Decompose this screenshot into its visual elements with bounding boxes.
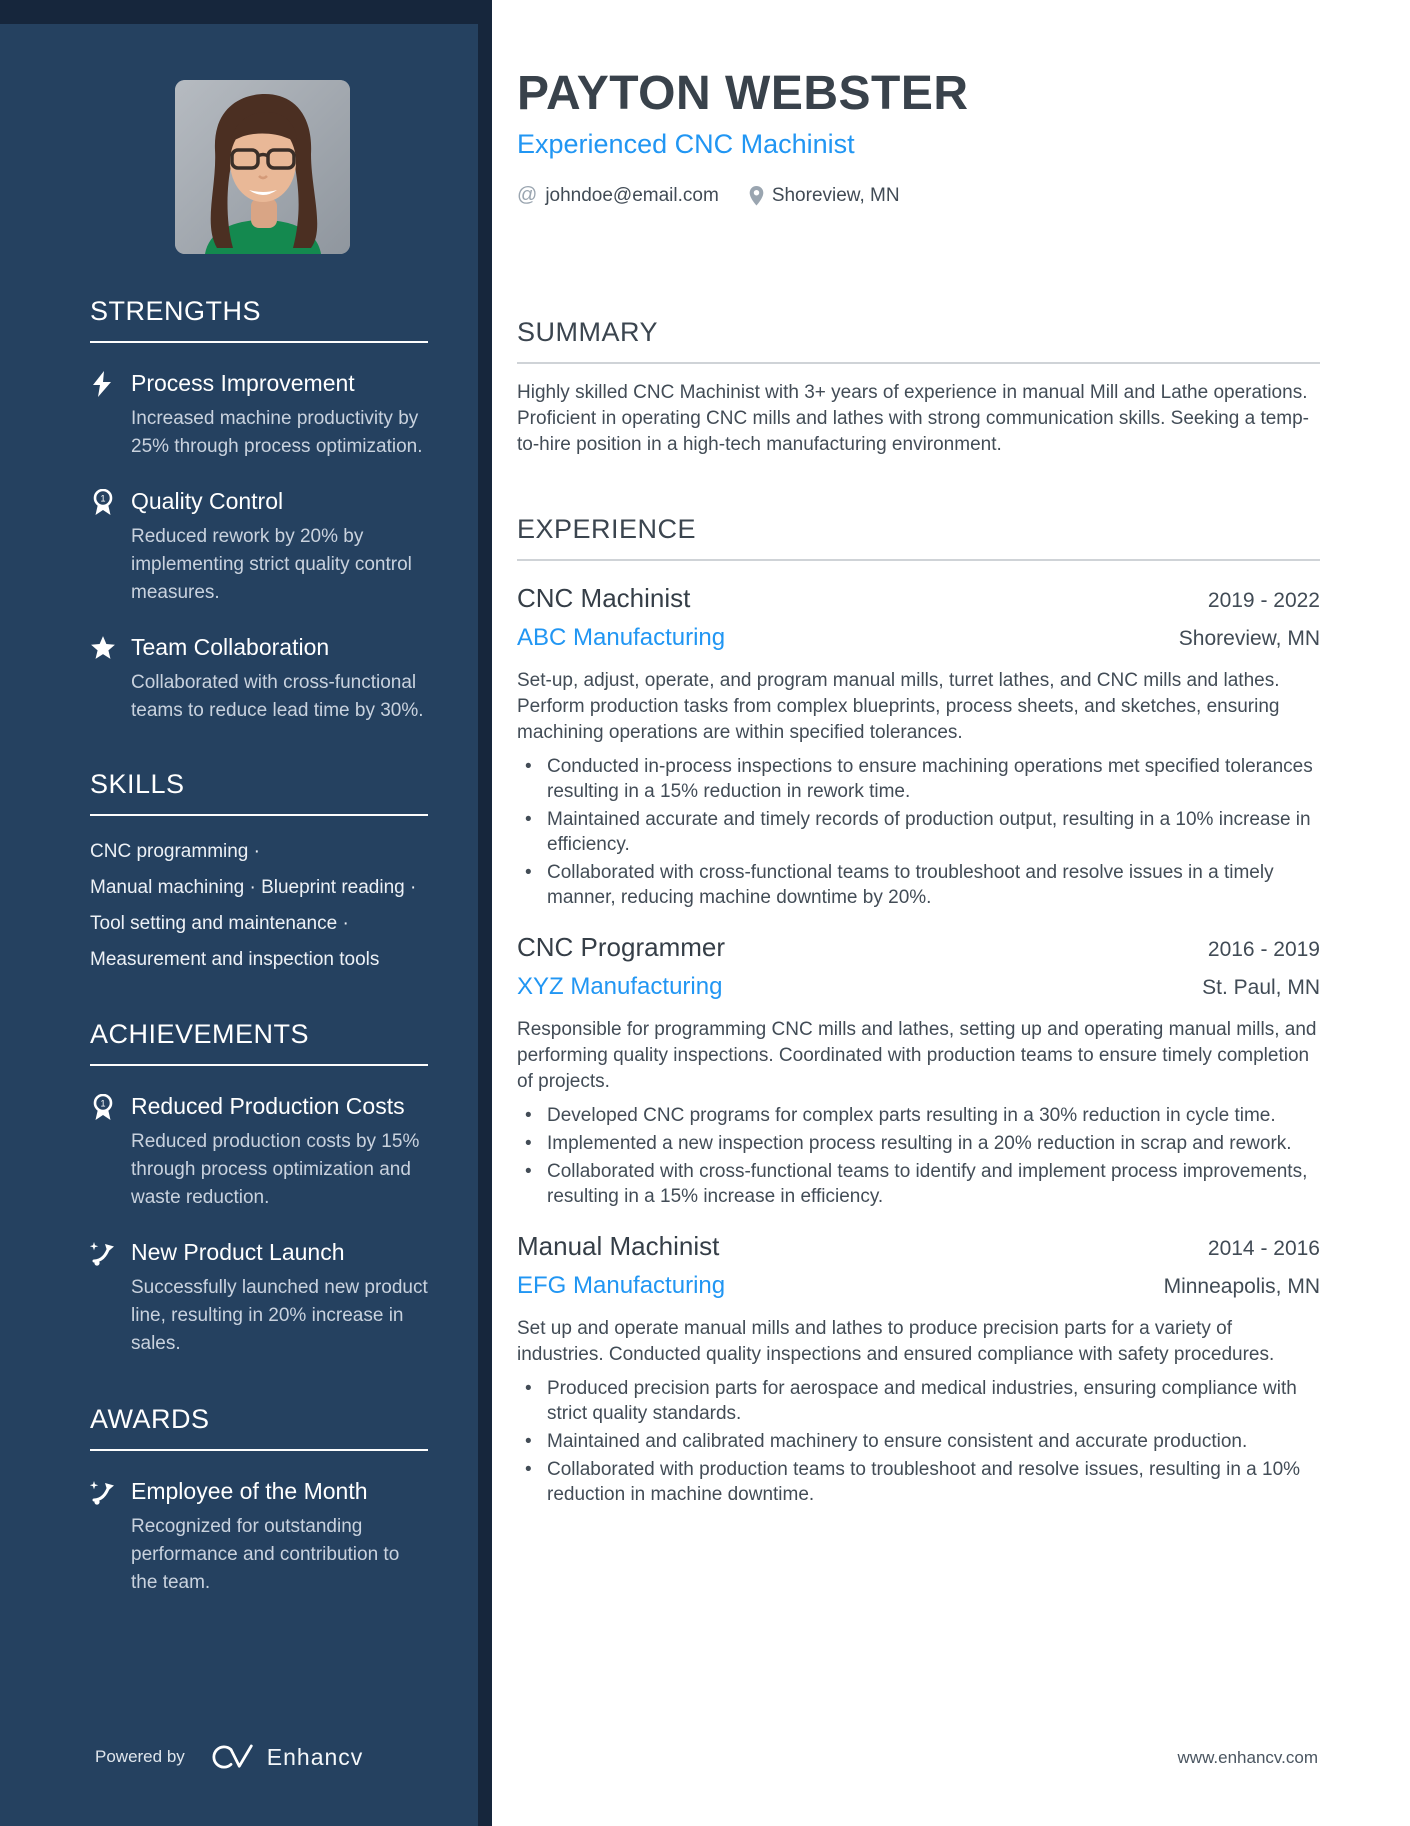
job-subheader-row [517,624,1320,652]
skill-line: Measurement and inspection tools [90,949,380,970]
achievement-item [90,1238,430,1358]
job-bullet-list [517,1376,1320,1507]
achievement-description: Reduced production costs by 15% through process optimization and waste reduction. [131,1131,420,1208]
enhancv-logo-icon [207,1742,255,1772]
contact-row [517,184,1320,207]
awards-heading: AWARDS [90,1404,210,1434]
location-text: Shoreview, MN [771,184,900,206]
job-bullet: • Conducted in-process inspections to ensure machining operations met specified tolerances resulting in a 15% reduction in rework time. [517,754,1320,804]
powered-by-label: Powered by [95,1747,185,1766]
job-location: St. Paul, MN [1202,976,1320,999]
job-bullet: • Developed CNC programs for complex parts resulting in a 30% reduction in cycle time. [517,1103,1320,1128]
job-description: Set up and operate manual mills and lathes to produce precision parts for a variety of industries. Conducted quality inspections and ensured compliance with safety procedures. [517,1318,1275,1365]
achievement-title: Reduced Production Costs [131,1093,405,1119]
skills-section [90,769,430,969]
job-dates: 2016 - 2019 [1207,938,1320,961]
experience-entry [517,583,1320,910]
achievements-heading: ACHIEVEMENTS [90,1019,310,1049]
job-title: CNC Machinist [517,583,691,613]
experience-heading: EXPERIENCE [517,514,697,544]
strength-title: Quality Control [131,488,284,514]
awards-divider [90,1449,428,1451]
job-subheader-row [517,1272,1320,1300]
at-icon: @ [517,184,538,206]
job-title: Manual Machinist [517,1231,720,1261]
job-subheader-row [517,973,1320,1001]
launch-icon [90,1238,116,1358]
job-description: Set-up, adjust, operate, and program manual mills, turret lathes, and CNC mills and lathes. Perform production tasks from complex blueprints, process sheets, and sketches, ensuring machining operations are within specified tolerances. [517,670,1280,743]
job-bullet: • Collaborated with cross-functional teams to troubleshoot and resolve issues in a timely manner, reducing machine downtime by 20%. [517,860,1320,910]
lightning-icon [90,369,116,461]
job-company-link[interactable]: EFG Manufacturing [517,1272,726,1299]
summary-heading: SUMMARY [517,317,659,347]
job-dates: 2014 - 2016 [1207,1237,1320,1260]
main-column [517,0,1320,1507]
job-dates: 2019 - 2022 [1207,589,1320,612]
job-bullet: • Implemented a new inspection process resulting in a 20% reduction in scrap and rework. [517,1131,1320,1156]
enhancv-brand-name: Enhancv [266,1743,364,1770]
medal-icon [90,487,116,607]
award-item-body [131,1477,430,1597]
job-bullet: • Maintained and calibrated machinery to ensure consistent and accurate production. [517,1429,1320,1454]
job-header-row [517,583,1320,614]
strength-title: Process Improvement [131,370,355,396]
strength-description: Reduced rework by 20% by implementing strict quality control measures. [131,526,412,603]
strength-item [90,487,430,607]
skills-divider [90,814,428,816]
job-bullet: • Collaborated with cross-functional teams to identify and implement process improvements, resulting in a 15% increase in efficiency. [517,1159,1320,1209]
strength-description: Collaborated with cross-functional teams to reduce lead time by 30%. [131,672,424,721]
achievement-description: Successfully launched new product line, resulting in 20% increase in sales. [131,1277,428,1354]
job-bullet: • Maintained accurate and timely records of production output, resulting in a 10% increase in efficiency. [517,807,1320,857]
experience-section [517,514,1320,1507]
strengths-heading: STRENGTHS [90,296,262,326]
strength-item [90,633,430,725]
job-location: Minneapolis, MN [1163,1275,1320,1298]
launch-icon [90,1477,116,1597]
profile-photo [175,80,350,254]
skill-line: CNC programming · [90,841,260,862]
award-description: Recognized for outstanding performance and contribution to the team. [131,1516,400,1593]
skill-line: Manual machining · Blueprint reading · [90,877,417,898]
achievements-section [90,1019,430,1358]
strength-item-body [131,487,430,607]
strength-description: Increased machine productivity by 25% through process optimization. [131,408,423,457]
achievement-item [90,1092,430,1212]
job-bullet: • Produced precision parts for aerospace and medical industries, ensuring compliance with strict quality standards. [517,1376,1320,1426]
skill-line: Tool setting and maintenance · [90,913,349,934]
strength-item-body [131,633,430,725]
strength-item [90,369,430,461]
job-bullet-list [517,1103,1320,1209]
skills-heading: SKILLS [90,769,185,799]
job-company-link[interactable]: ABC Manufacturing [517,624,726,651]
achievement-title: New Product Launch [131,1239,345,1265]
powered-by-footer [95,1742,363,1772]
job-header-row [517,932,1320,963]
sidebar-top-accent-strip [0,0,492,24]
summary-divider [517,362,1320,364]
award-item [90,1477,430,1597]
job-company-link[interactable]: XYZ Manufacturing [517,973,723,1000]
svg-text:1: 1 [100,493,106,504]
profile-photo-illustration [175,80,350,254]
candidate-name: PAYTON WEBSTER [517,67,969,120]
candidate-headline: Experienced CNC Machinist [517,129,855,159]
email-contact[interactable] [517,184,719,207]
enhancv-logo[interactable] [207,1742,364,1772]
enhancv-website-link[interactable]: www.enhancv.com [1177,1748,1318,1767]
job-description: Responsible for programming CNC mills and lathes, setting up and operating manual mills, and performing quality inspections. Coordinated with production teams to ensure timely completion of projects. [517,1019,1317,1092]
star-icon [90,633,116,725]
experience-divider [517,559,1320,561]
summary-section [517,317,1320,458]
strength-title: Team Collaboration [131,634,330,660]
strengths-section [90,296,430,725]
experience-entry [517,932,1320,1209]
medal-icon [90,1092,116,1212]
job-header-row [517,1231,1320,1262]
job-bullet: • Collaborated with production teams to troubleshoot and resolve issues, resulting in a 10% reduction in machine downtime. [517,1457,1320,1507]
job-title: CNC Programmer [517,932,726,962]
experience-entry [517,1231,1320,1507]
sidebar-right-accent-strip [478,0,492,1826]
achievement-item-body [131,1092,430,1212]
job-bullet-list [517,754,1320,910]
location-contact [749,185,900,207]
email-text: johndoe@email.com [545,184,719,206]
strength-item-body [131,369,430,461]
svg-text:1: 1 [100,1098,106,1109]
award-title: Employee of the Month [131,1478,368,1504]
location-pin-icon [749,186,764,206]
achievements-divider [90,1064,428,1066]
achievement-item-body [131,1238,430,1358]
strengths-divider [90,341,428,343]
summary-text: Highly skilled CNC Machinist with 3+ years of experience in manual Mill and Lathe operations. Proficient in operating CNC mills and lathes with strong communication skills. Seeking a temp-to-hire position in a high-tech manufacturing environment. [517,382,1310,455]
job-location: Shoreview, MN [1178,627,1320,650]
sidebar [0,0,492,1826]
sidebar-content [90,296,430,1641]
awards-section [90,1404,430,1597]
